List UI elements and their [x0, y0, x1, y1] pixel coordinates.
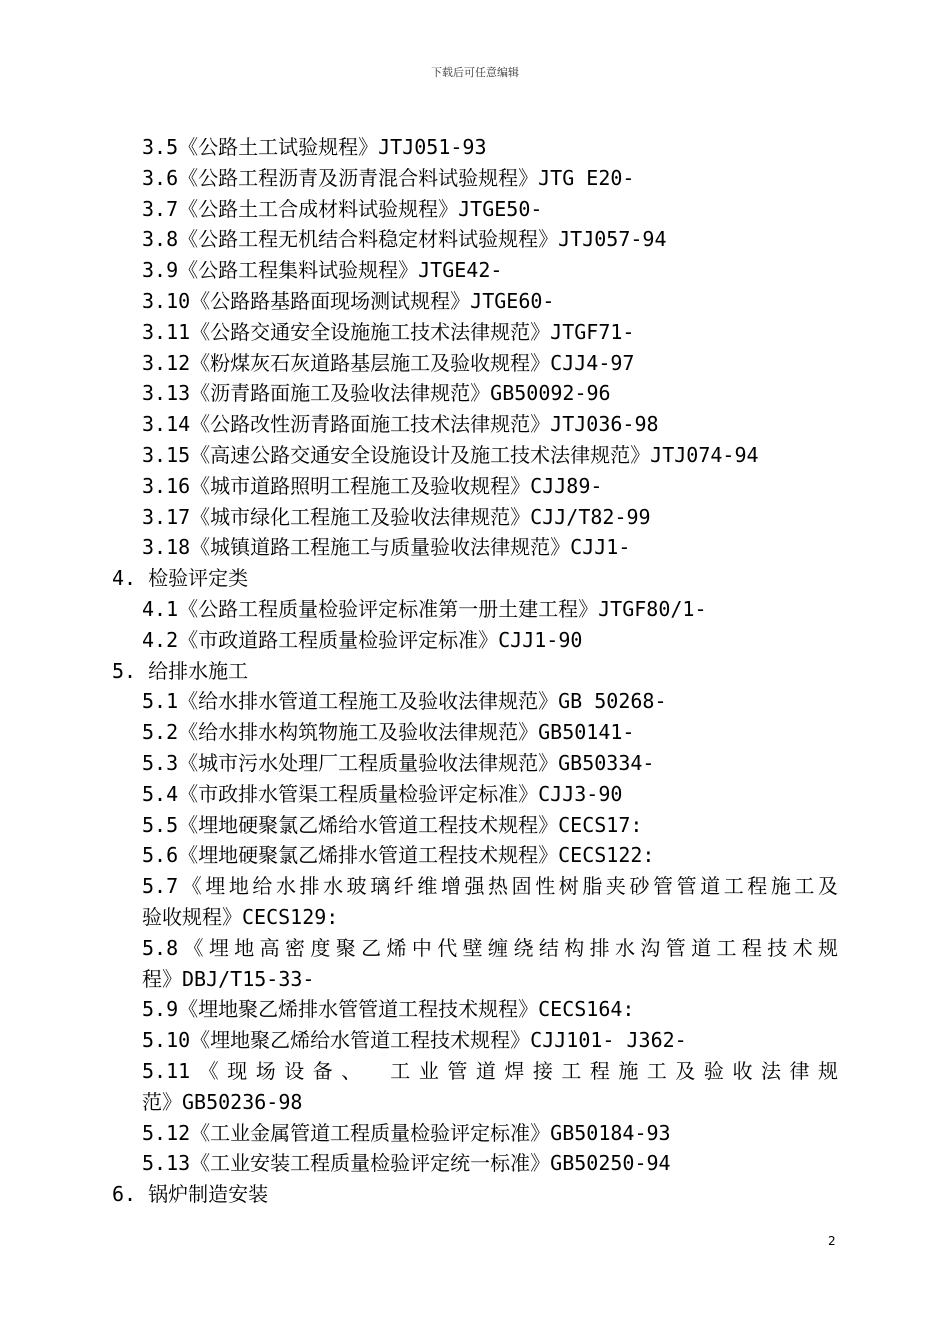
list-item-5-9: 5.9《埋地聚乙烯排水管管道工程技术规程》CECS164: [142, 997, 635, 1022]
list-item-5-8-line2: 程》DBJ/T15-33- [142, 966, 315, 991]
list-item-3-6: 3.6《公路工程沥青及沥青混合料试验规程》JTG E20- [142, 165, 635, 190]
document-body [112, 132, 838, 1210]
list-item-5-7 [112, 871, 838, 902]
list-item-3-13: 3.13《沥青路面施工及验收法律规范》GB50092-96 [142, 381, 611, 406]
list-item-5-7-line2: 验收规程》CECS129: [142, 904, 339, 929]
page-header: 下载后可任意编辑 [431, 66, 519, 79]
list-item-5-11-line1: 5.11《现场设备、 工业管道焊接工程施工及验收法律规 [142, 1058, 838, 1083]
list-item-5-5: 5.5《埋地硬聚氯乙烯给水管道工程技术规程》CECS17: [142, 812, 643, 837]
section-heading-4: 4. 检验评定类 [112, 566, 249, 591]
list-item-5-3: 5.3《城市污水处理厂工程质量验收法律规范》GB50334- [142, 750, 655, 775]
list-item-3-8: 3.8《公路工程无机结合料稳定材料试验规程》JTJ057-94 [142, 227, 667, 252]
list-item-3-18: 3.18《城镇道路工程施工与质量验收法律规范》CJJ1- [142, 535, 631, 560]
list-item-5-1: 5.1《给水排水管道工程施工及验收法律规范》GB 50268- [142, 689, 667, 714]
list-item-3-16: 3.16《城市道路照明工程施工及验收规程》CJJ89- [142, 473, 603, 498]
list-item-5-11-line2: 范》GB50236-98 [142, 1089, 303, 1114]
list-item-5-4: 5.4《市政排水管渠工程质量检验评定标准》CJJ3-90 [142, 781, 623, 806]
section-heading-6: 6. 锅炉制造安装 [112, 1182, 269, 1207]
list-item-5-7-line1: 5.7《埋地给水排水玻璃纤维增强热固性树脂夹砂管管道工程施工及 [142, 874, 838, 899]
list-item-5-2: 5.2《给水排水构筑物施工及验收法律规范》GB50141- [142, 720, 635, 745]
list-item-5-8 [112, 933, 838, 964]
list-item-3-10: 3.10《公路路基路面现场测试规程》JTGE60- [142, 288, 555, 313]
list-item-4-2: 4.2《市政道路工程质量检验评定标准》CJJ1-90 [142, 627, 583, 652]
list-item-3-11: 3.11《公路交通安全设施施工技术法律规范》JTGF71- [142, 319, 635, 344]
list-item-5-13: 5.13《工业安装工程质量检验评定统一标准》GB50250-94 [142, 1151, 671, 1176]
list-item-3-7: 3.7《公路土工合成材料试验规程》JTGE50- [142, 196, 543, 221]
section-heading-5: 5. 给排水施工 [112, 658, 249, 683]
list-item-3-5: 3.5《公路土工试验规程》JTJ051-93 [142, 135, 487, 159]
list-item-3-9: 3.9《公路工程集料试验规程》JTGE42- [142, 258, 503, 283]
list-item-3-17: 3.17《城市绿化工程施工及验收法律规范》CJJ/T82-99 [142, 504, 651, 529]
list-item-4-1: 4.1《公路工程质量检验评定标准第一册土建工程》JTGF80/1- [142, 596, 707, 621]
list-item-3-12: 3.12《粉煤灰石灰道路基层施工及验收规程》CJJ4-97 [142, 350, 635, 375]
list-item-5-6: 5.6《埋地硬聚氯乙烯排水管道工程技术规程》CECS122: [142, 843, 655, 868]
list-item-5-10: 5.10《埋地聚乙烯给水管道工程技术规程》CJJ101- J362- [142, 1028, 687, 1053]
list-item-3-15: 3.15《高速公路交通安全设施设计及施工技术法律规范》JTJ074-94 [142, 442, 759, 467]
list-item-5-11 [112, 1056, 838, 1087]
list-item-5-8-line1: 5.8《埋地高密度聚乙烯中代壁缠绕结构排水沟管道工程技术规 [142, 935, 838, 960]
list-item-5-12: 5.12《工业金属管道工程质量检验评定标准》GB50184-93 [142, 1120, 671, 1145]
page-number: 2 [828, 1234, 836, 1248]
list-item-3-14: 3.14《公路改性沥青路面施工技术法律规范》JTJ036-98 [142, 412, 659, 437]
